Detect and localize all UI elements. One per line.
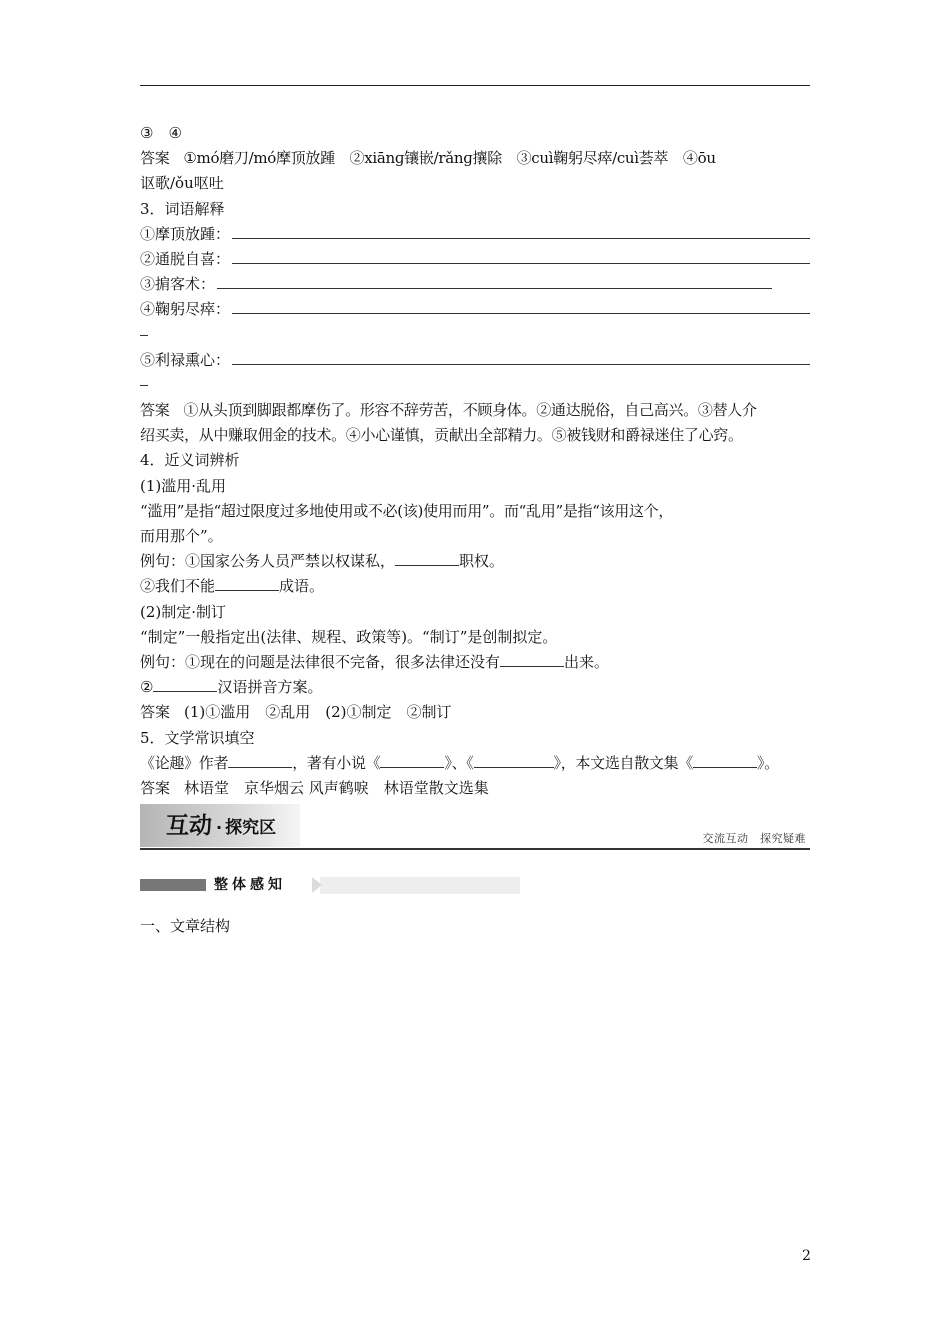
q4-example-2b-blank[interactable] <box>153 678 217 692</box>
q4-example-2b-post: 汉语拼音方案。 <box>217 678 323 697</box>
q4-example-2a-pre: 例句：①现在的问题是法律很不完备，很多法律还没有 <box>140 652 501 671</box>
q4-example-1b-pre: ②我们不能 <box>140 577 216 596</box>
answer-1-continued: 讴歌/ǒu呕吐 <box>140 174 224 193</box>
q3-item-2 <box>140 247 810 272</box>
q3-item-5-label: ⑤利禄熏心： <box>140 350 231 369</box>
q3-item-2-label: ②通脱自喜： <box>140 249 231 268</box>
answer-label: 答案 <box>140 778 171 797</box>
q4-example-2a-blank[interactable] <box>500 653 564 667</box>
q5-blank-collection[interactable] <box>693 754 757 768</box>
structure-heading: 一、文章结构 <box>140 917 231 935</box>
answer-label: 答案 <box>140 149 170 168</box>
q3-item-1-label: ①摩顶放踵： <box>140 224 231 243</box>
q4-example-1b-blank[interactable] <box>215 577 279 591</box>
q3-item-1 <box>140 222 810 247</box>
q4-example-1b <box>140 574 810 599</box>
q4-example-2a <box>140 650 810 675</box>
banner-title <box>166 812 276 842</box>
answer-3-line-1 <box>140 398 810 423</box>
section-banner <box>140 804 810 850</box>
answer-5 <box>140 776 810 801</box>
q4-example-1a-pre: 例句：①国家公务人员严禁以权谋私， <box>140 552 396 571</box>
section-tag-dark-bar <box>140 879 206 891</box>
q3-item-3 <box>140 272 810 297</box>
answer-4-text: (1)①滥用 ②乱用 (2)①制定 ②制订 <box>184 703 452 722</box>
q5-fill-line <box>140 751 810 776</box>
answer-3-line-2: 绍买卖，从中赚取佣金的技术。④小心谨慎，贡献出全部精力。⑤被钱财和爵禄迷住了心窍。 <box>140 426 743 445</box>
section-tag-arrow-icon <box>312 877 322 893</box>
q4-example-1a <box>140 549 810 574</box>
answer-1-text: ①mó磨刀/mó摩顶放踵 ②xiānɡ镶嵌/rǎnɡ攘除 ③cuì鞠躬尽瘁/cuì荟萃 ④ōu <box>183 149 716 168</box>
header-rule <box>140 85 810 86</box>
q4-desc-1-line-1: “滥用”是指“超过限度过多地使用或不必(该)使用而用”。而“乱用”是指“该用这个， <box>140 501 674 520</box>
question-4-title: 4．近义词辨析 <box>140 451 240 470</box>
banner-title-sub: 探究区 <box>225 818 277 838</box>
q4-example-1b-post: 成语。 <box>279 577 325 596</box>
q5-blank-novel-2[interactable] <box>474 754 554 768</box>
q4-example-1a-blank[interactable] <box>395 552 459 566</box>
q3-item-4-blank[interactable] <box>232 299 810 314</box>
banner-rule <box>140 848 810 850</box>
answer-1 <box>140 146 810 171</box>
q4-example-1a-post: 职权。 <box>459 552 505 571</box>
banner-dot: · <box>216 818 223 837</box>
answer-3-text-1: ①从头顶到脚跟都摩伤了。形容不辞劳苦，不顾身体。②通达脱俗，自己高兴。③替人介 <box>183 401 757 420</box>
banner-title-main: 互动 <box>166 813 212 839</box>
q3-item-3-label: ③掮客术： <box>140 275 216 294</box>
answer-4 <box>140 700 810 725</box>
q4-subtitle-2: (2)制定·制订 <box>140 602 227 621</box>
q4-desc-1-line-2: 而用那个”。 <box>140 527 223 545</box>
section-tag <box>140 877 520 894</box>
page-number: 2 <box>802 1248 811 1264</box>
q3-item-4 <box>140 297 810 322</box>
q4-example-2b <box>140 675 810 700</box>
q5-part-5: 》。 <box>757 753 779 772</box>
q5-part-4: 》，本文选自散文集《 <box>553 753 694 772</box>
q4-example-2a-post: 出来。 <box>564 652 610 671</box>
section-tag-light-bar <box>320 877 520 894</box>
q5-blank-author[interactable] <box>228 754 292 768</box>
q5-blank-novel-1[interactable] <box>380 754 444 768</box>
answer-5-text: 林语堂 京华烟云 风声鹤唳 林语堂散文选集 <box>184 778 489 797</box>
q5-part-1: 《论趣》作者 <box>140 753 229 772</box>
q3-item-5 <box>140 348 810 373</box>
q3-item-4-label: ④鞠躬尽瘁： <box>140 300 231 319</box>
answer-label: 答案 <box>140 401 170 420</box>
answer-options-line: ③ ④ <box>140 124 182 142</box>
q3-item-1-blank[interactable] <box>232 224 810 239</box>
q4-subtitle-1: (1)滥用·乱用 <box>140 476 227 495</box>
q5-part-2: ，著有小说《 <box>292 753 381 772</box>
q3-item-4-blank-overflow <box>140 323 810 348</box>
question-5-title: 5．文学常识填空 <box>140 728 255 747</box>
section-tag-label: 整体感知 <box>214 877 286 893</box>
q3-item-3-blank[interactable] <box>217 274 772 289</box>
q3-item-5-blank[interactable] <box>232 350 810 365</box>
q3-item-5-blank-overflow <box>140 373 810 398</box>
question-3-title: 3．词语解释 <box>140 199 225 218</box>
q5-part-3: 》、《 <box>444 753 474 772</box>
q3-item-2-blank[interactable] <box>232 249 810 264</box>
q4-desc-2: “制定”一般指定出(法律、规程、政策等)。“制订”是创制拟定。 <box>140 627 558 646</box>
banner-right-text: 交流互动 探究疑难 <box>702 832 806 845</box>
answer-label: 答案 <box>140 703 171 722</box>
q4-example-2b-pre: ② <box>140 678 154 697</box>
document-body <box>140 121 810 801</box>
